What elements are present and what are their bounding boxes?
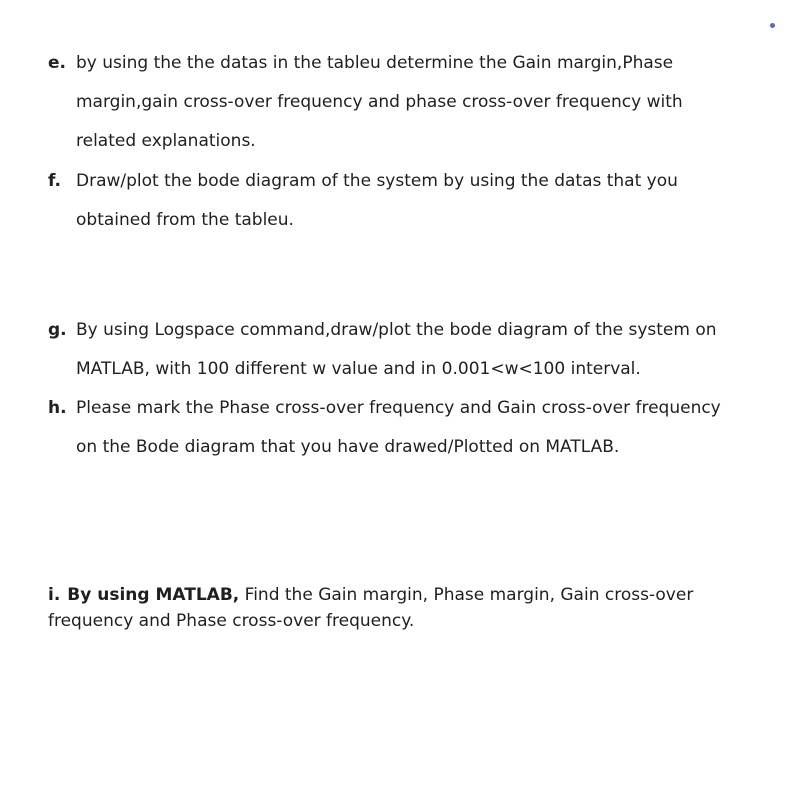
item-text-line: margin,gain cross-over frequency and phase cross-over frequency with — [76, 92, 683, 112]
item-text-line: By using Logspace command,draw/plot the bode diagram of the system on — [76, 320, 717, 340]
item-text-line: on the Bode diagram that you have drawed/Plotted on MATLAB. — [76, 437, 620, 457]
item-text-line: by using the the datas in the tableu determine the Gain margin,Phase — [76, 53, 674, 73]
item-text-line: Find the Gain margin, Phase margin, Gain cross-over — [239, 585, 694, 605]
item-text-line: Draw/plot the bode diagram of the system by using the datas that you — [76, 171, 678, 191]
item-text-line: Please mark the Phase cross-over frequency and Gain cross-over frequency — [76, 398, 721, 418]
item-letter: f. — [48, 171, 61, 191]
item-letter: i. — [48, 585, 61, 605]
item-i-first-line — [48, 582, 748, 608]
item-text-line: frequency and Phase cross-over frequency. — [48, 611, 415, 631]
item-letter: g. — [48, 320, 67, 340]
item-text-line: related explanations. — [76, 131, 256, 151]
item-letter: e. — [48, 53, 66, 73]
list-item-i — [48, 582, 748, 634]
item-letter: h. — [48, 398, 67, 418]
corner-dot-marker — [770, 23, 775, 28]
item-text-line: MATLAB, with 100 different w value and in 0.001<w<100 interval. — [76, 359, 641, 379]
item-text-line: obtained from the tableu. — [76, 210, 294, 230]
item-lead-text: By using MATLAB, — [67, 585, 240, 605]
